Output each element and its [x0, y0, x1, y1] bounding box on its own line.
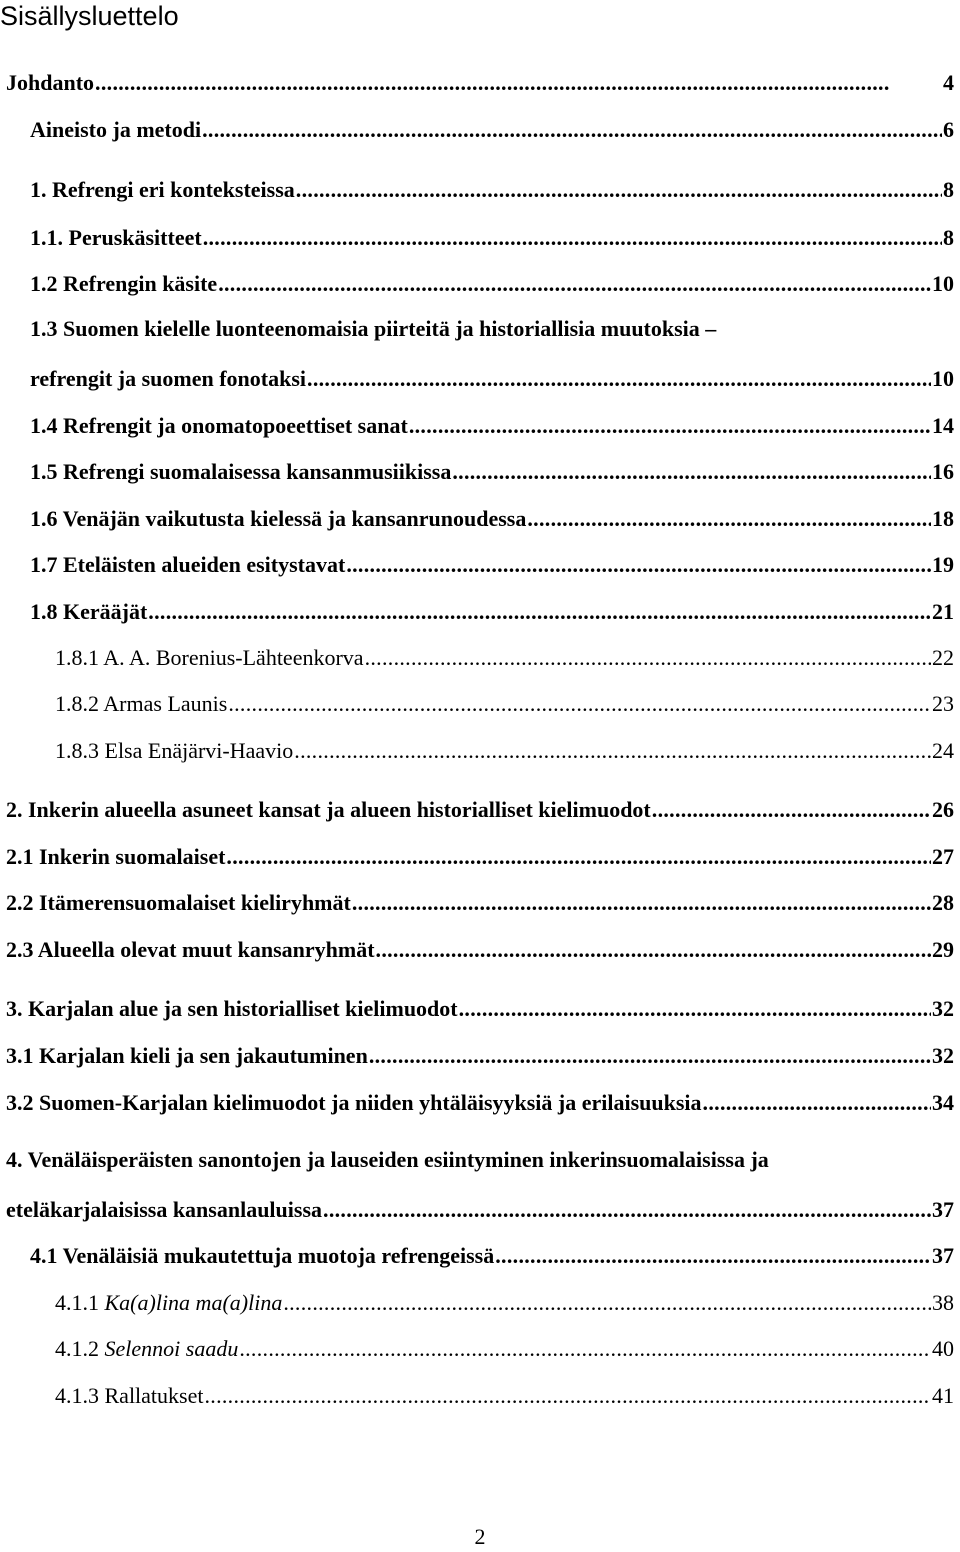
- toc-entry-4-1[interactable]: [30, 1237, 954, 1269]
- toc-entry-1-6[interactable]: [30, 500, 954, 532]
- dot-leader: [95, 70, 942, 96]
- toc-entry-page: 22: [932, 645, 954, 670]
- page-number: 2: [474, 1524, 486, 1549]
- toc-entry-1-1[interactable]: [30, 219, 954, 251]
- toc-entry-page: 18: [932, 506, 954, 531]
- toc-entry-1-3-line1: 1.3 Suomen kielelle luonteenomaisia piirteitä ja historiallisia muutoksia –: [30, 316, 717, 341]
- toc-entry-italic-title: Selennoi saadu: [104, 1336, 239, 1361]
- toc-entry-4-1-2[interactable]: [55, 1330, 954, 1362]
- dot-leader: [352, 890, 931, 916]
- toc-entry-1-8-3[interactable]: [55, 732, 954, 764]
- dot-leader: [239, 1336, 931, 1362]
- toc-entry-2-3[interactable]: [6, 931, 954, 963]
- toc-entry-title: 1.8.3 Elsa Enäjärvi-Haavio: [55, 738, 294, 763]
- toc-entry-3[interactable]: [6, 990, 954, 1022]
- dot-leader: [652, 797, 931, 823]
- toc-entry-page: 37: [932, 1243, 954, 1268]
- toc-entry-page: 38: [932, 1290, 954, 1315]
- toc-entry-title: 1.8.1 A. A. Borenius-Lähteenkorva: [55, 645, 364, 670]
- dot-leader: [365, 645, 931, 671]
- dot-leader: [346, 552, 931, 578]
- dot-leader: [452, 459, 931, 485]
- dot-leader: [703, 1090, 931, 1116]
- toc-entry-page: 32: [932, 996, 954, 1021]
- toc-entry-2-1[interactable]: [6, 838, 954, 870]
- toc-entry-page: 26: [932, 797, 954, 822]
- dot-leader: [148, 599, 931, 625]
- toc-entry-2-2[interactable]: [6, 884, 954, 916]
- dot-leader: [218, 271, 931, 297]
- dot-leader: [409, 413, 931, 439]
- toc-entry-page: 29: [932, 937, 954, 962]
- toc-entry-page: 16: [932, 459, 954, 484]
- toc-entry-title: 2.2 Itämerensuomalaiset kieliryhmät: [6, 890, 351, 915]
- toc-entry-1[interactable]: [30, 171, 954, 203]
- toc-entry-title: 4.1.3 Rallatukset: [55, 1383, 204, 1408]
- toc-entry-title: 4.1 Venäläisiä mukautettuja muotoja refrengeissä: [30, 1243, 495, 1268]
- dot-leader: [228, 691, 931, 717]
- toc-entry-number: 4.1.1: [55, 1290, 99, 1315]
- toc-entry-title: 1.4 Refrengit ja onomatopoeettiset sanat: [30, 413, 408, 438]
- dot-leader: [307, 366, 931, 392]
- dot-leader: [294, 738, 931, 764]
- toc-entry-title: 2.1 Inkerin suomalaiset: [6, 844, 226, 869]
- toc-entry-title: Aineisto ja metodi: [30, 117, 202, 142]
- toc-entry-page: 24: [932, 738, 954, 763]
- toc-entry-2[interactable]: [6, 791, 954, 823]
- toc-entry-italic-title: Ka(a)lina ma(a)lina: [104, 1290, 283, 1315]
- toc-entry-page: 6: [943, 117, 954, 142]
- toc-entry-title: 1.8.2 Armas Launis: [55, 691, 228, 716]
- toc-entry-4-line1: 4. Venäläisperäisten sanontojen ja lauseiden esiintyminen inkerinsuomalaisissa ja: [6, 1147, 769, 1172]
- toc-entry-page: 14: [932, 413, 954, 438]
- toc-entry-title: 1.7 Eteläisten alueiden esitystavat: [30, 552, 346, 577]
- page-title: Sisällysluettelo: [0, 1, 179, 31]
- toc-entry-page: 32: [932, 1043, 954, 1068]
- toc-entry-title: 1.1. Peruskäsitteet: [30, 225, 202, 250]
- toc-entry-1-4[interactable]: [30, 407, 954, 439]
- toc-entry-1-2[interactable]: [30, 265, 954, 297]
- toc-entry-1-8[interactable]: [30, 593, 954, 625]
- toc-entry-page: 28: [932, 890, 954, 915]
- toc-entry-title: 1.8 Kerääjät: [30, 599, 148, 624]
- toc-entry-title: 1.5 Refrengi suomalaisessa kansanmusiikissa: [30, 459, 452, 484]
- toc-entry-title: [55, 1336, 238, 1362]
- toc-entry-1-8-1[interactable]: [55, 639, 954, 671]
- toc-entry-aineisto-ja-metodi[interactable]: [30, 111, 954, 143]
- toc-entry-number: 4.1.2: [55, 1336, 99, 1361]
- toc-entry-4-1-3[interactable]: [55, 1377, 954, 1409]
- dot-leader: [226, 844, 931, 870]
- toc-entry-4[interactable]: [6, 1191, 954, 1223]
- dot-leader: [203, 225, 942, 251]
- toc-entry-title: eteläkarjalaisissa kansanlauluissa: [6, 1197, 323, 1222]
- toc-entry-title: refrengit ja suomen fonotaksi: [30, 366, 307, 391]
- toc-entry-page: 8: [943, 225, 954, 250]
- toc-entry-title: 1. Refrengi eri konteksteissa: [30, 177, 295, 202]
- toc-entry-1-7[interactable]: [30, 546, 954, 578]
- toc-entry-page: 19: [932, 552, 954, 577]
- toc-entry-page: 41: [932, 1383, 954, 1408]
- toc-entry-1-8-2[interactable]: [55, 685, 954, 717]
- toc-entry-title: 1.2 Refrengin käsite: [30, 271, 218, 296]
- toc-entry-page: 27: [932, 844, 954, 869]
- toc-entry-title: 3. Karjalan alue ja sen historialliset kielimuodot: [6, 996, 458, 1021]
- dot-leader: [204, 1383, 931, 1409]
- toc-entry-title: 3.2 Suomen-Karjalan kielimuodot ja niiden yhtäläisyyksiä ja erilaisuuksia: [6, 1090, 702, 1115]
- toc-entry-page: 8: [943, 177, 954, 202]
- dot-leader: [323, 1197, 931, 1223]
- dot-leader: [376, 937, 931, 963]
- dot-leader: [495, 1243, 931, 1269]
- toc-entry-title: 3.1 Karjalan kieli ja sen jakautuminen: [6, 1043, 368, 1068]
- toc-entry-page: 40: [932, 1336, 954, 1361]
- toc-entry-title: 2. Inkerin alueella asuneet kansat ja alueen historialliset kielimuodot: [6, 797, 651, 822]
- toc-entry-page: 37: [932, 1197, 954, 1222]
- dot-leader: [296, 177, 942, 203]
- toc-entry-4-1-1[interactable]: [55, 1284, 954, 1316]
- toc-entry-title: 1.6 Venäjän vaikutusta kielessä ja kansanrunoudessa: [30, 506, 527, 531]
- toc-entry-page: 23: [932, 691, 954, 716]
- toc-entry-1-3[interactable]: [30, 360, 954, 392]
- toc-entry-title: 2.3 Alueella olevat muut kansanryhmät: [6, 937, 375, 962]
- toc-entry-page: 34: [932, 1090, 954, 1115]
- toc-entry-page: 4: [943, 70, 954, 95]
- toc-entry-title: [55, 1290, 282, 1316]
- toc-entry-1-5[interactable]: [30, 453, 954, 485]
- dot-leader: [527, 506, 931, 532]
- toc-entry-page: 21: [932, 599, 954, 624]
- toc-entry-page: 10: [932, 271, 954, 296]
- toc-entry-title: Johdanto: [6, 70, 95, 95]
- toc-entry-3-1[interactable]: [6, 1037, 954, 1069]
- dot-leader: [283, 1290, 931, 1316]
- toc-entry-page: 10: [932, 366, 954, 391]
- toc-entry-3-2[interactable]: [6, 1084, 954, 1116]
- dot-leader: [459, 996, 931, 1022]
- toc-entry-johdanto[interactable]: [6, 64, 954, 96]
- dot-leader: [369, 1043, 931, 1069]
- dot-leader: [202, 117, 942, 143]
